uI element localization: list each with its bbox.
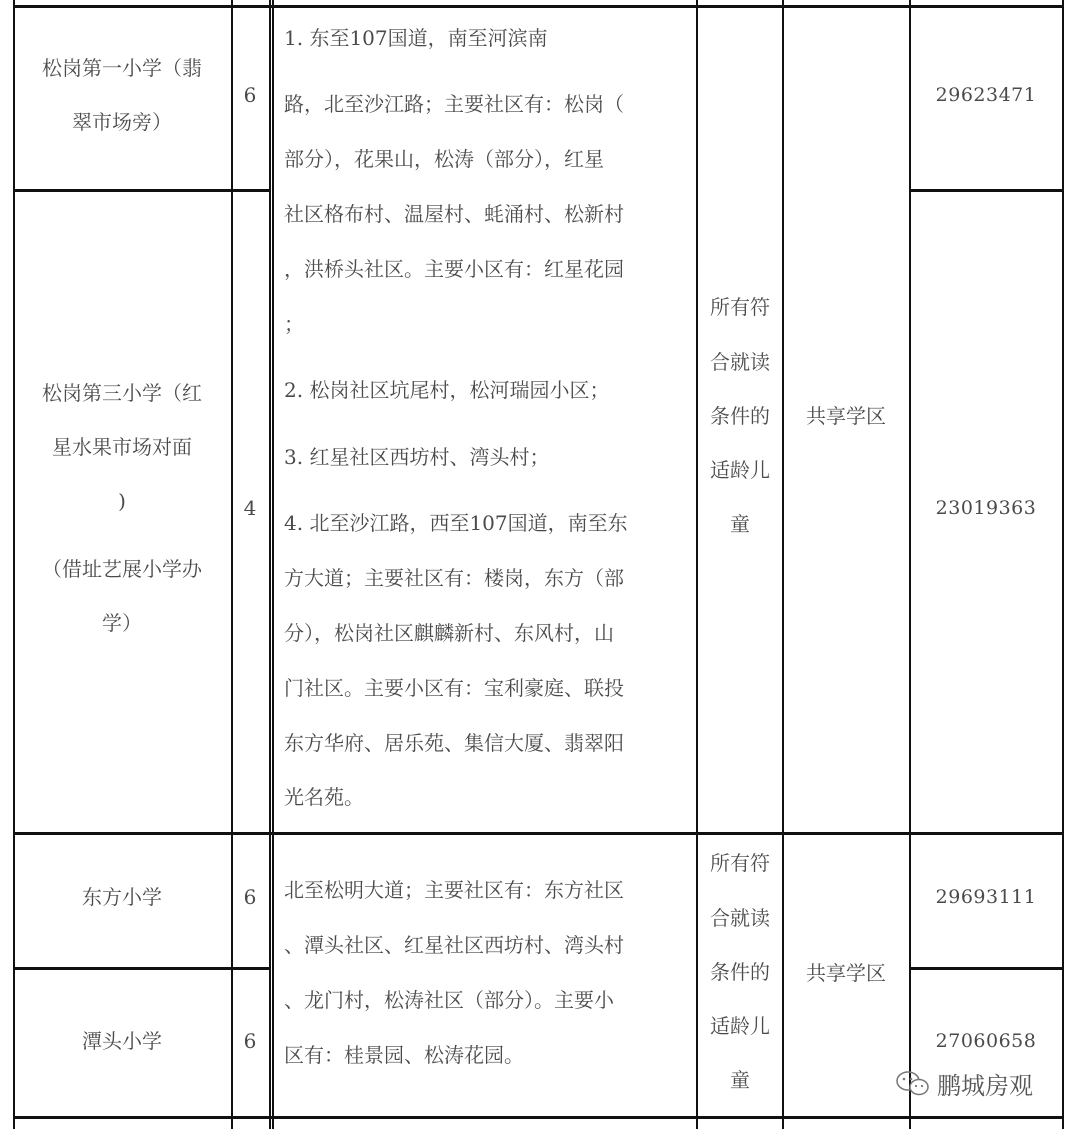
phone-number: 27060658 [935, 1030, 1037, 1052]
school-name: 翠市场旁） [72, 110, 172, 134]
enrollment-area-text: 区有：桂景园、松涛花园。 [284, 1043, 524, 1067]
watermark-text: 鹏城房观 [937, 1072, 1033, 1100]
enrollment-area-text: 方大道；主要社区有：楼岗，东方（部 [284, 566, 624, 590]
school-name: （借址艺展小学办 [42, 557, 202, 581]
table-border [13, 0, 15, 1129]
enrollment-target-text: 童 [730, 1068, 750, 1092]
enrollment-area-text: 社区格布村、温屋村、蚝涌村、松新村 [284, 202, 624, 226]
enrollment-area-text: 门社区。主要小区有：宝利豪庭、联投 [284, 676, 624, 700]
enrollment-area-text: 、潭头社区、红星社区西坊村、湾头村 [284, 933, 624, 957]
enrollment-target-text: 适龄儿 [710, 458, 770, 482]
table-border [782, 0, 784, 1129]
school-name: 松岗第三小学（红 [42, 381, 202, 405]
table-border [909, 0, 911, 1129]
phone-number: 29693111 [935, 886, 1037, 908]
enrollment-target-text: 合就读 [710, 906, 770, 930]
table-border [269, 0, 271, 1129]
enrollment-area-text: 2. 松岗社区坑尾村，松河瑞园小区； [284, 378, 610, 402]
table-border [1062, 0, 1064, 1129]
table-border [13, 5, 1064, 8]
enrollment-target-text: 条件的 [710, 960, 770, 984]
table-border [272, 0, 274, 1129]
enrollment-target-text: 童 [730, 512, 750, 536]
school-name: 松岗第一小学（翡 [42, 56, 202, 80]
wechat-icon [895, 1069, 931, 1099]
class-count: 4 [243, 496, 257, 520]
phone-number: 29623471 [935, 84, 1037, 106]
class-count: 6 [243, 83, 257, 107]
enrollment-area-text: 分），松岗社区麒麟新村、东风村，山 [284, 621, 614, 645]
enrollment-area-text: 部分），花果山，松涛（部分），红星 [284, 147, 604, 171]
table-border [13, 1116, 1064, 1119]
enrollment-target-text: 适龄儿 [710, 1014, 770, 1038]
table-border [13, 832, 1064, 835]
enrollment-area-text: 光名苑。 [284, 785, 364, 809]
enrollment-area-text: 1. 东至107国道，南至河滨南 [284, 26, 548, 50]
class-count: 6 [243, 885, 257, 909]
school-name: ) [118, 489, 126, 513]
district-type: 共享学区 [806, 961, 886, 985]
enrollment-target-text: 所有符 [710, 851, 770, 875]
enrollment-area-text: ，洪桥头社区。主要小区有：红星花园 [284, 257, 624, 281]
district-type: 共享学区 [806, 404, 886, 428]
enrollment-target-text: 条件的 [710, 404, 770, 428]
phone-number: 23019363 [935, 497, 1037, 519]
watermark [895, 1066, 1033, 1101]
table-border [696, 0, 698, 1129]
enrollment-target-text: 合就读 [710, 350, 770, 374]
class-count: 6 [243, 1029, 257, 1053]
school-name: 星水果市场对面 [52, 435, 192, 459]
enrollment-area-text: 北至松明大道；主要社区有：东方社区 [284, 878, 624, 902]
school-name: 潭头小学 [82, 1029, 162, 1053]
table-border [231, 0, 233, 1129]
enrollment-target-text: 所有符 [710, 295, 770, 319]
enrollment-area-text: 、龙门村，松涛社区（部分）。主要小 [284, 988, 614, 1012]
table-border [909, 189, 1064, 192]
enrollment-area-text: 东方华府、居乐苑、集信大厦、翡翠阳 [284, 731, 624, 755]
school-name: 东方小学 [82, 885, 162, 909]
enrollment-area-text: 4. 北至沙江路，西至107国道，南至东 [284, 511, 628, 535]
enrollment-area-text: ； [284, 312, 304, 336]
table-border [909, 967, 1064, 970]
enrollment-area-text: 3. 红星社区西坊村、湾头村； [284, 445, 550, 469]
table-border [13, 967, 271, 970]
school-name: 学） [102, 611, 142, 635]
table-border [13, 189, 271, 192]
enrollment-area-text: 路，北至沙江路；主要社区有：松岗（ [284, 92, 624, 116]
